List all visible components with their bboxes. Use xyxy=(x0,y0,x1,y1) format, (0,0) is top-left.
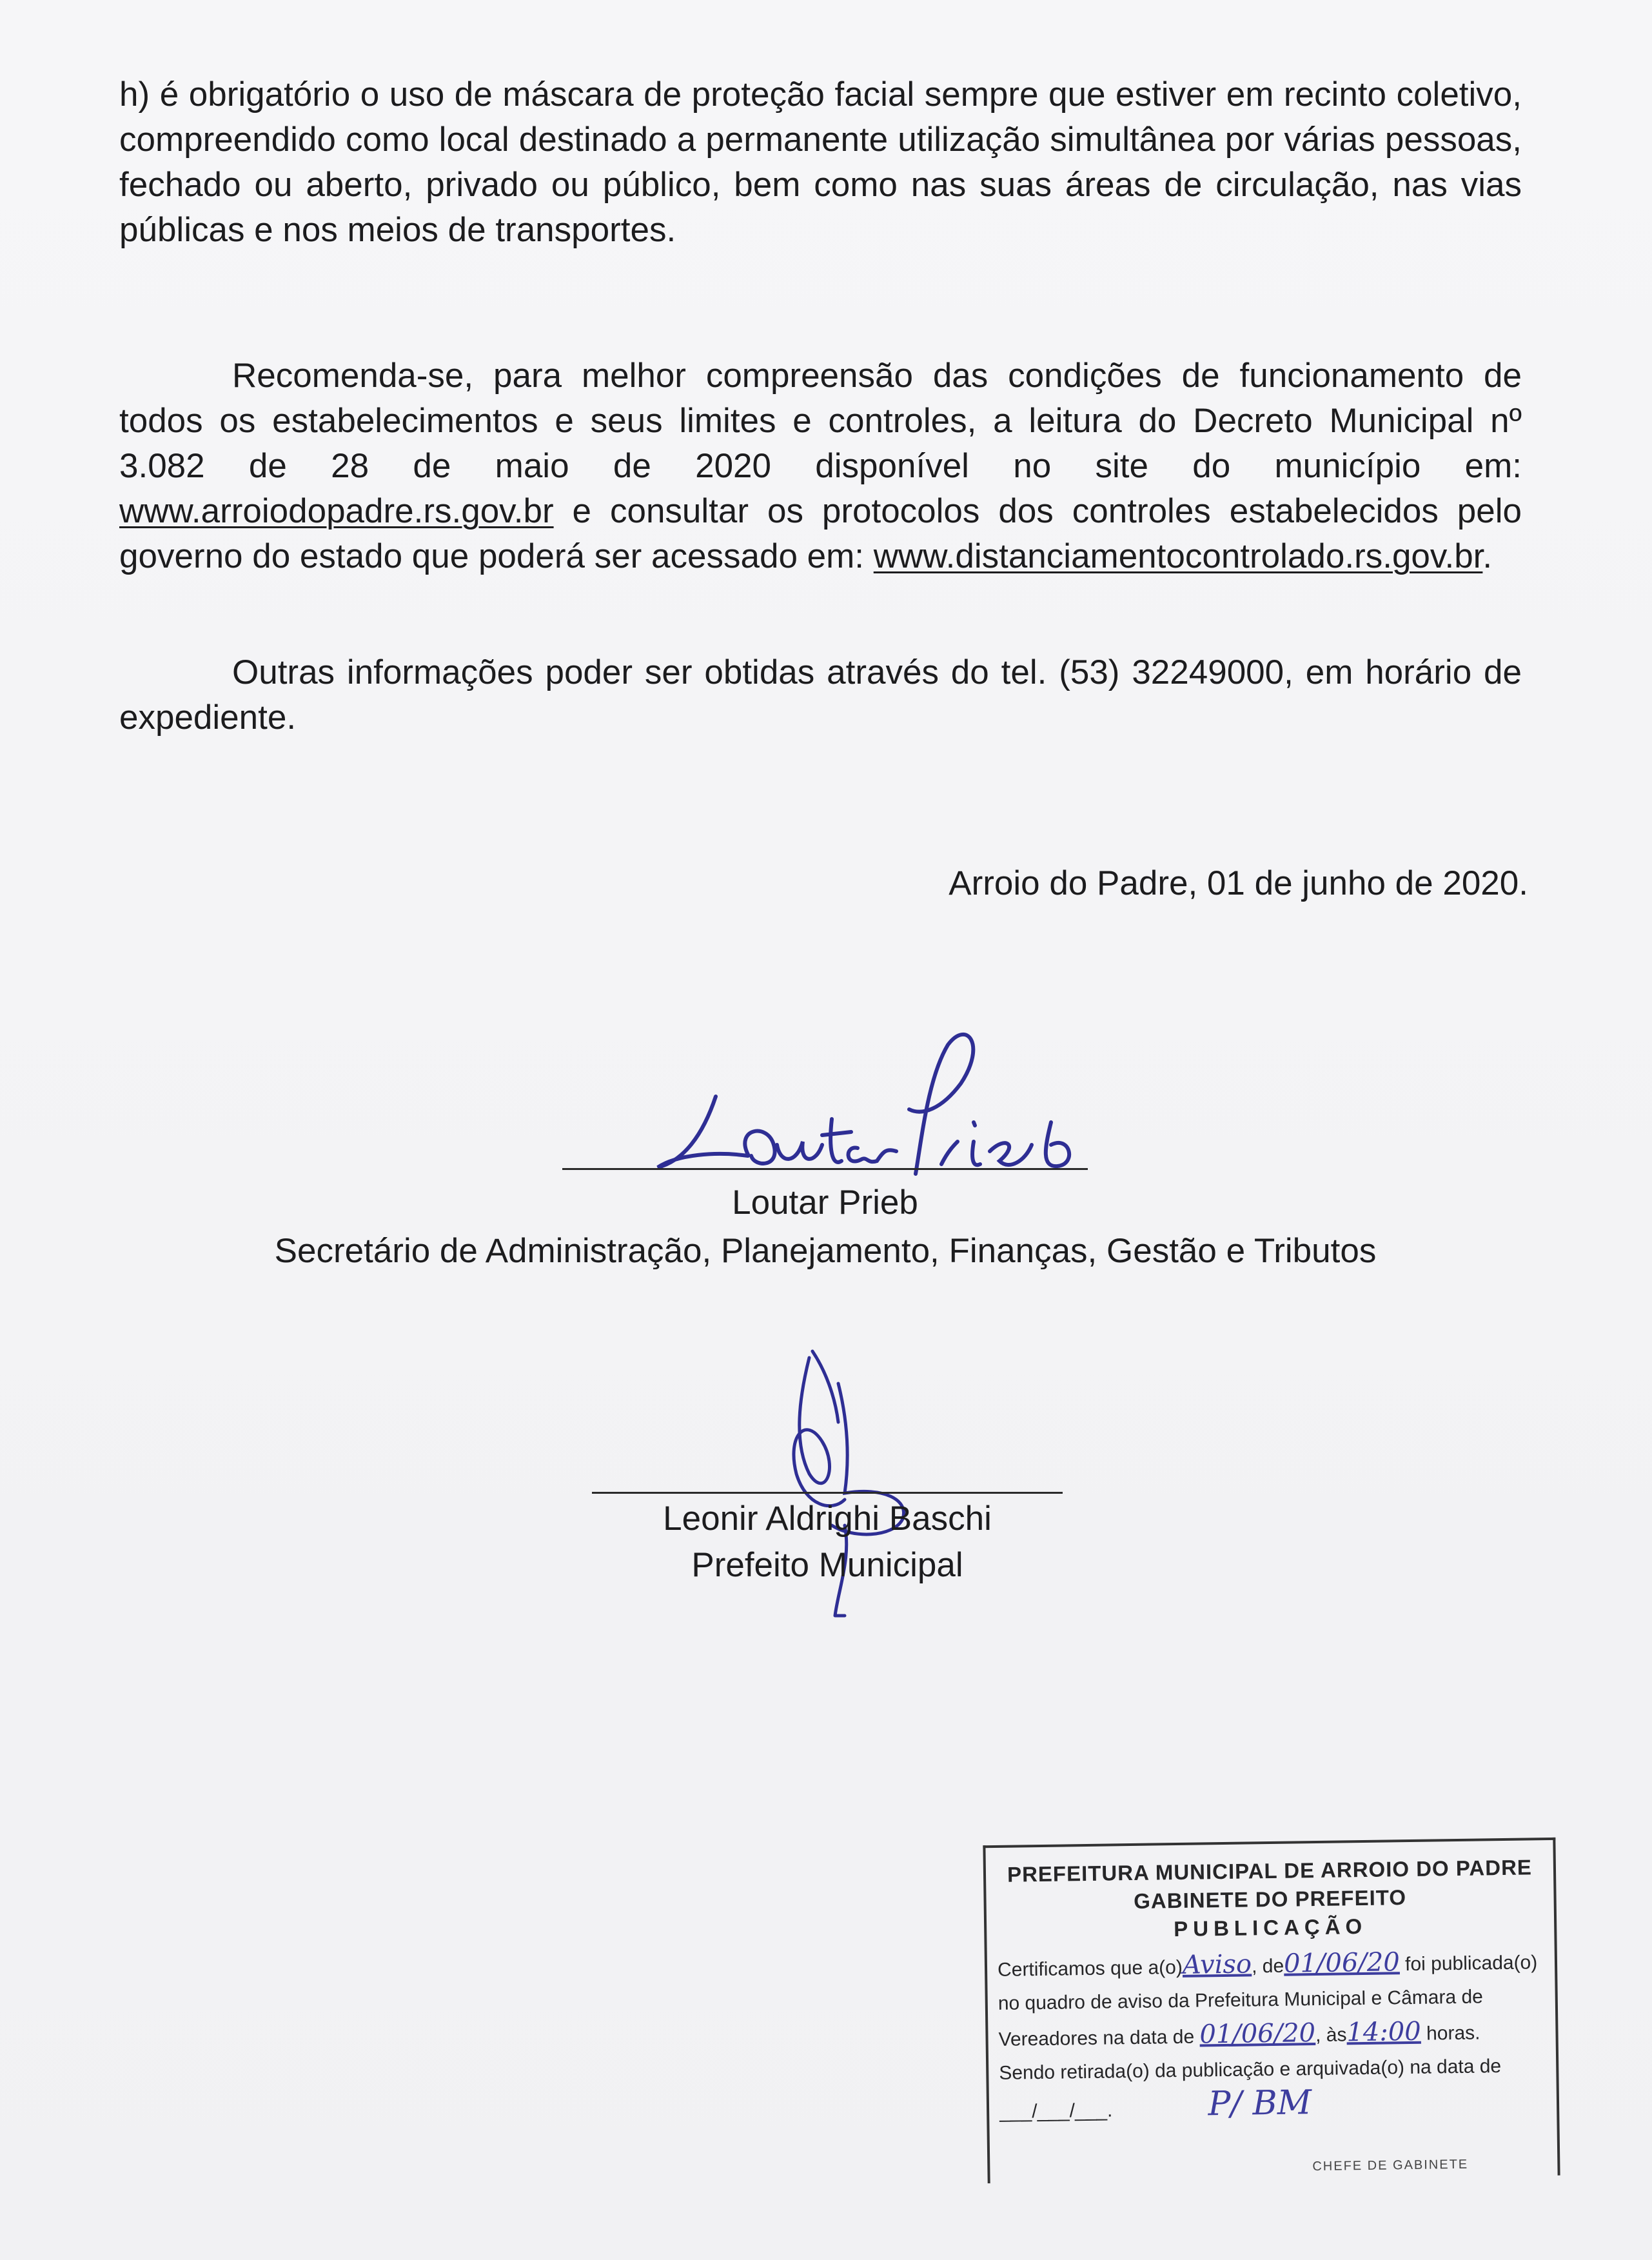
paragraph-recommendation xyxy=(119,353,1522,579)
stamp-hw-time: 14:00 xyxy=(1346,2016,1422,2048)
municipal-site-link[interactable]: www.arroiodopadre.rs.gov.br xyxy=(119,492,554,530)
stamp-hw-date: 01/06/20 xyxy=(1283,1947,1401,1979)
paragraph-item-h xyxy=(119,72,1522,253)
stamp-header-line2: GABINETE DO PREFEITO xyxy=(1133,1885,1407,1913)
stamp-published-text: foi publicada(o) no quadro de aviso da Prefeitura Municipal e Câmara de Vereadores na data de xyxy=(998,1952,1538,2050)
signatory-role-secretary: Secretário de Administração, Planejamento, Finanças, Gestão e Tributos xyxy=(274,1232,1377,1270)
stamp-withdrawn-text: Sendo retirada(o) da publicação e arquivada(o) na data de xyxy=(999,2056,1502,2084)
item-h-text: h) é obrigatório o uso de máscara de proteção facial sempre que estiver em recinto coletivo, compreendido como local destinado a permanente utilização simultânea por várias pessoas, fechado ou aberto, privado ou público, bem como nas suas áreas de circulação, nas vias públicas e nos meios de transportes. xyxy=(119,75,1522,249)
stamp-cert-prefix: Certificamos que a(o) xyxy=(997,1956,1183,1981)
stamp-hw-pub-date: 01/06/20 xyxy=(1199,2018,1316,2050)
stamp-horas-text: horas. xyxy=(1426,2022,1480,2045)
stamp-header-line1: PREFEITURA MUNICIPAL DE ARROIO DO PADRE xyxy=(1007,1855,1533,1887)
paragraph-contact-info xyxy=(119,650,1522,740)
recommend-end: . xyxy=(1482,537,1493,575)
publication-stamp xyxy=(983,1838,1560,2183)
signatory-name-mayor: Leonir Aldrighi Baschi xyxy=(663,1500,992,1538)
stamp-certificate-text xyxy=(998,1943,1542,2129)
stamp-footer-label: CHEFE DE GABINETE xyxy=(1312,2157,1469,2174)
stamp-hw-initials: P/ BM xyxy=(1208,2083,1312,2124)
stamp-header-line3: PUBLICAÇÃO xyxy=(1173,1914,1368,1941)
date-line: Arroio do Padre, 01 de junho de 2020. xyxy=(949,864,1528,902)
stamp-cert-de: , de xyxy=(1251,1955,1284,1977)
signatory-role-mayor: Prefeito Municipal xyxy=(691,1546,963,1584)
signatory-name-secretary: Loutar Prieb xyxy=(732,1184,918,1222)
stamp-hw-document: Aviso xyxy=(1182,1949,1252,1980)
handwritten-signature-secretary xyxy=(638,1006,1103,1200)
recommend-text-2: e consultar os protocolos dos controles estabelecidos pelo governo do estado que poderá ser acessado em: xyxy=(119,492,1522,575)
signature-line-mayor xyxy=(592,1492,1063,1494)
signature-line-secretary xyxy=(562,1168,1088,1170)
contact-info-text: Outras informações poder ser obtidas através do tel. (53) 32249000, em horário de expediente. xyxy=(119,653,1522,737)
stamp-blank-date: ___/___/___. xyxy=(999,2099,1113,2123)
stamp-as-text: , às xyxy=(1315,2024,1347,2047)
recommend-text-1: Recomenda-se, para melhor compreensão das condições de funcionamento de todos os estabelecimentos e seus limites e controles, a leitura do Decreto Municipal nº 3.082 de 28 de maio de 2020 disponível no site do município em: xyxy=(119,357,1522,485)
state-site-link[interactable]: www.distanciamentocontrolado.rs.gov.br xyxy=(873,537,1483,575)
